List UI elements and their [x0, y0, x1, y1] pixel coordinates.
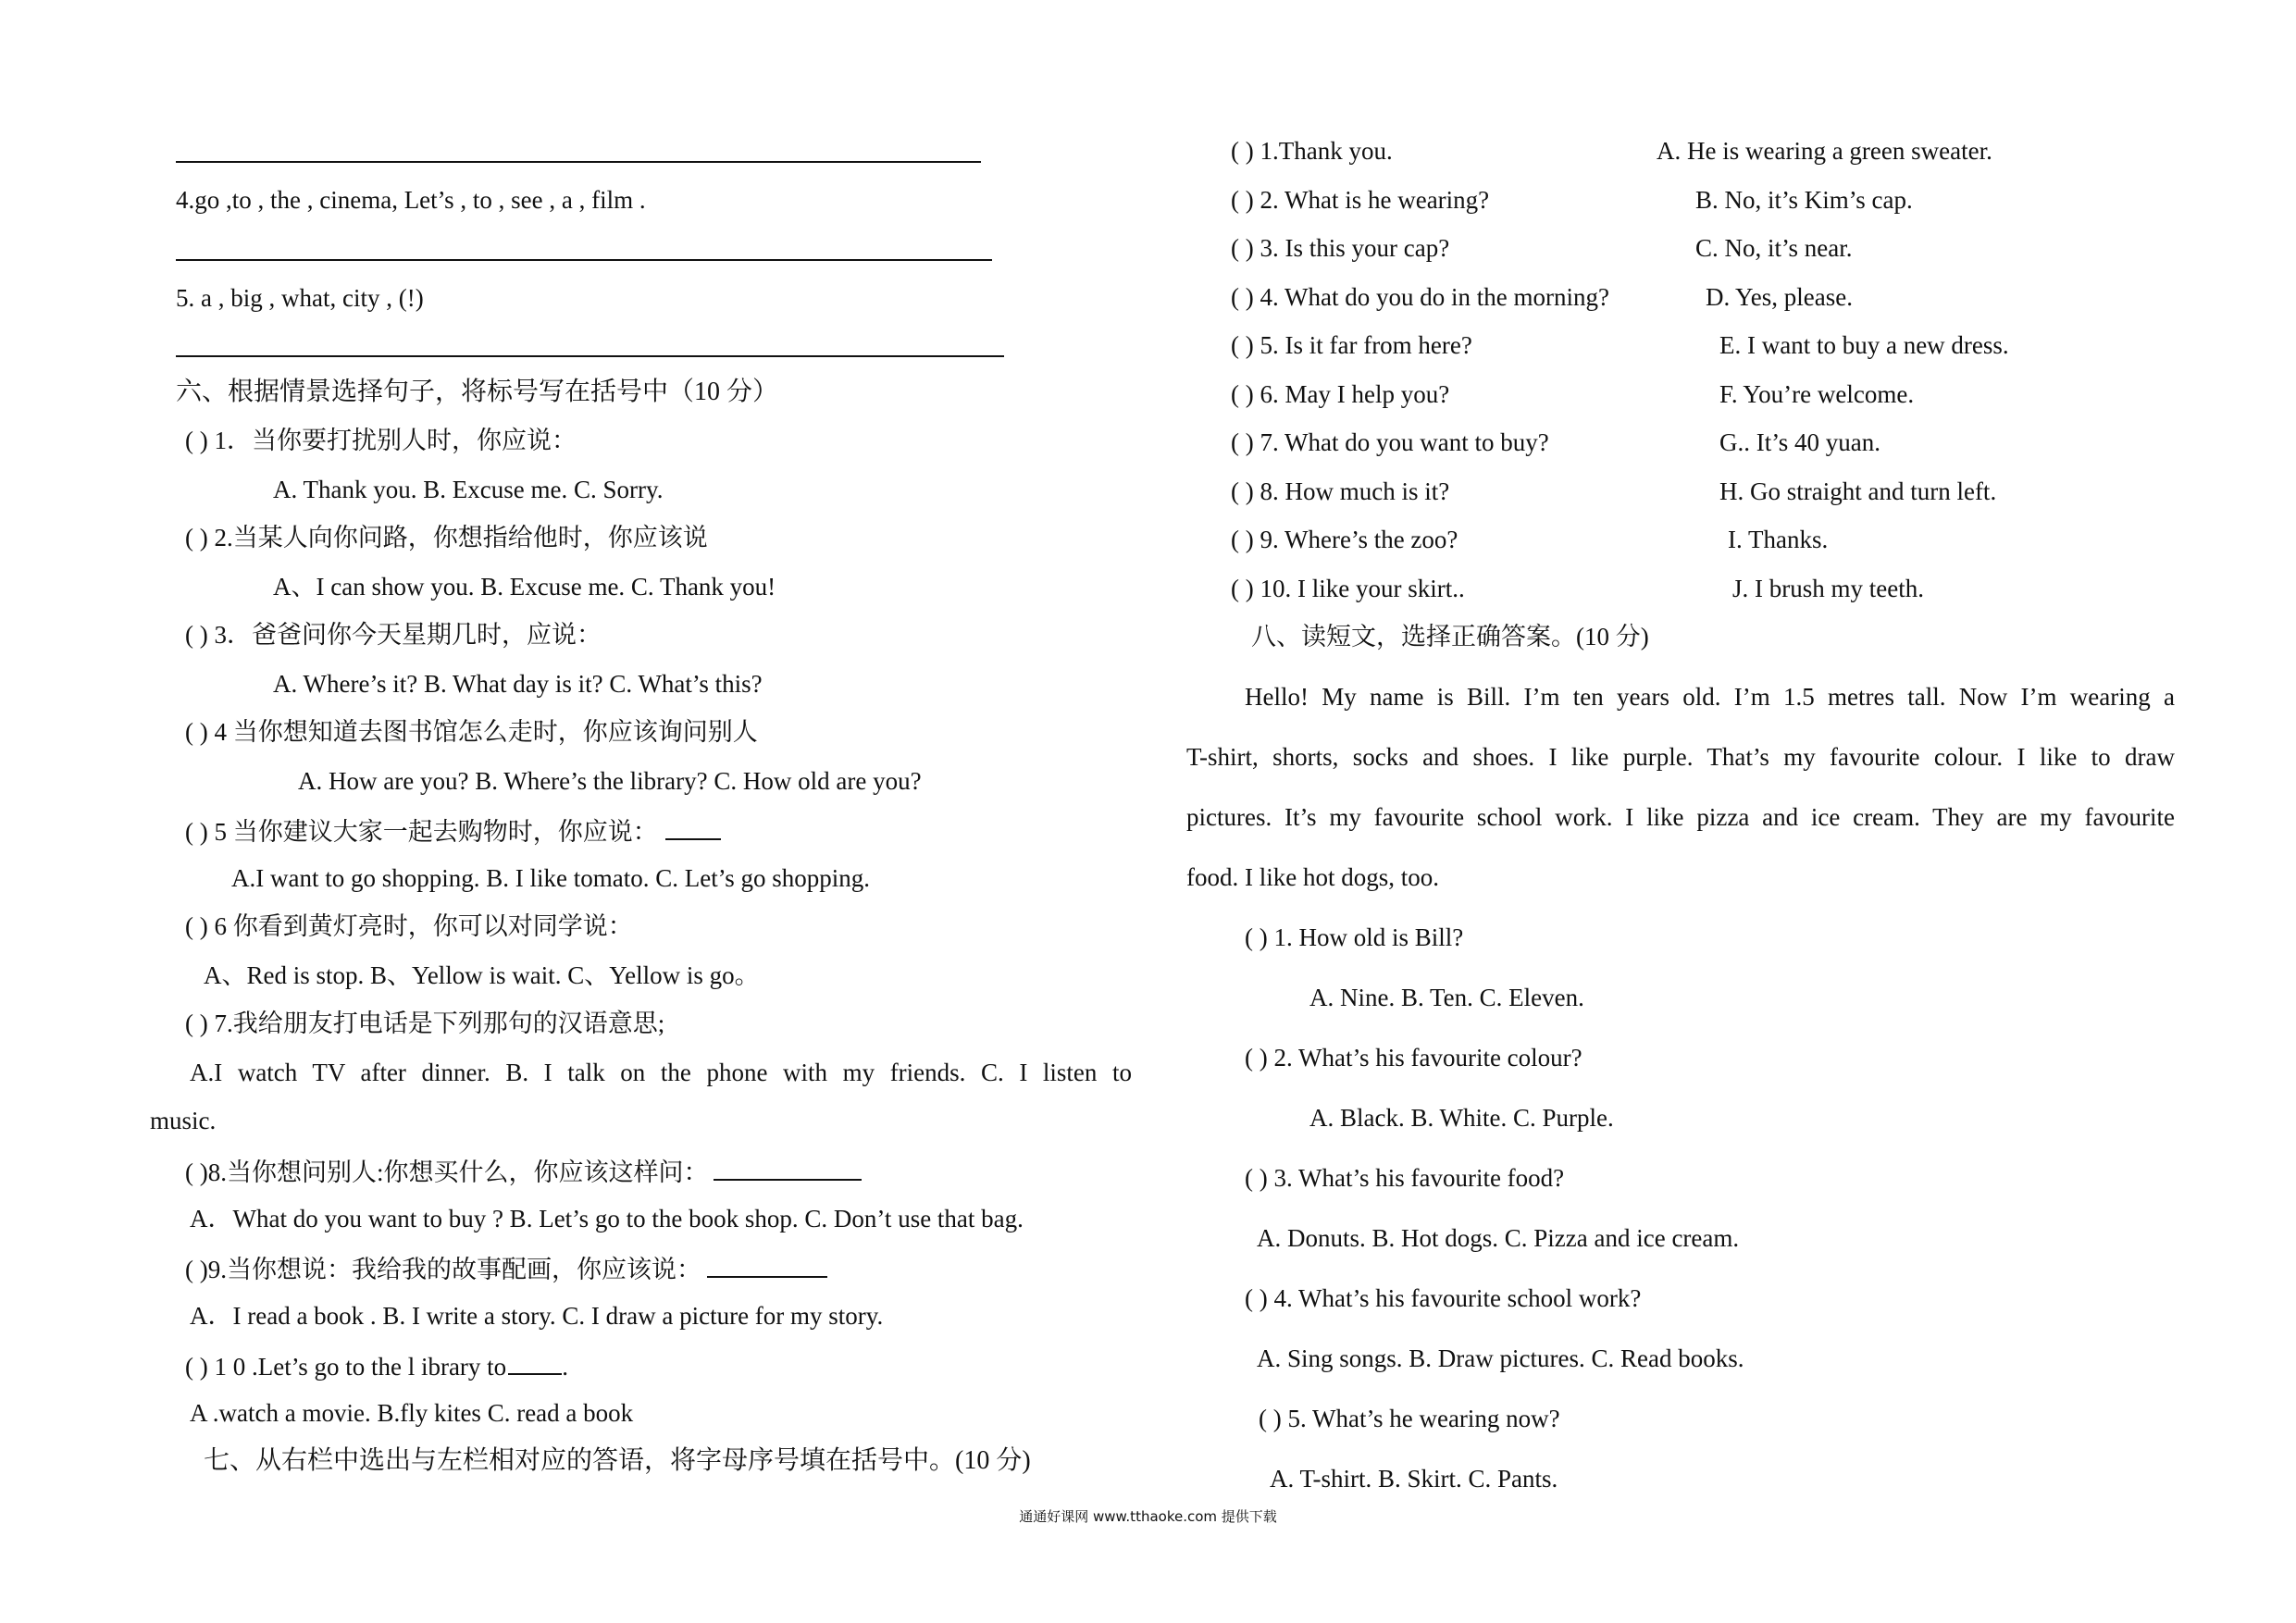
answer-blank[interactable] [665, 814, 721, 840]
page-footer: 通通好课网 www.tthaoke.com 提供下载 [1019, 1508, 1277, 1525]
s7-right-G: G.. It’s 40 yuan. [1719, 428, 1880, 456]
s7-right-I: I. Thanks. [1728, 526, 1829, 553]
s6-q10-text: ( ) 1 0 .Let’s go to the l ibrary to [185, 1353, 507, 1381]
s6-q4: ( ) 4 当你想知道去图书馆怎么走时，你应该询问别人 [185, 718, 758, 746]
s7-left-10: ( ) 10. I like your skirt.. [1231, 575, 1465, 602]
s6-q9-text: ( )9.当你想说：我给我的故事配画，你应该说： [185, 1256, 701, 1283]
s8-q5: ( ) 5. What’s he wearing now? [1259, 1405, 1560, 1432]
section-6-title: 六、根据情景选择句子，将标号写在括号中（10 分） [176, 378, 779, 406]
s6-q5 [185, 814, 721, 847]
s6-q3-options: A. Where’s it? B. What day is it? C. What’s this? [273, 670, 763, 698]
s6-q10: ( ) 1 0 .Let’s go to the l ibrary to . [185, 1349, 568, 1381]
s6-q7: ( ) 7.我给朋友打电话是下列那句的汉语意思; [185, 1010, 665, 1037]
s7-right-A: A. He is wearing a green sweater. [1657, 137, 1992, 165]
s7-left-3: ( ) 3. Is this your cap? [1231, 234, 1450, 262]
s6-q5-text: ( ) 5 当你建议大家一起去购物时，你应说： [185, 818, 658, 846]
section-7-title: 七、从右栏中选出与左栏相对应的答语，将字母序号填在括号中。(10 分) [204, 1446, 1031, 1475]
s6-q6-options: A、Red is stop. B、Yellow is wait. C、Yellow is go。 [204, 961, 760, 989]
s7-right-F: F. You’re welcome. [1719, 380, 1915, 408]
s7-left-1: ( ) 1.Thank you. [1231, 137, 1393, 165]
s7-left-4: ( ) 4. What do you do in the morning? [1231, 283, 1609, 311]
answer-blank[interactable] [714, 1155, 862, 1181]
passage-line-1: Hello! My name is Bill. I’m ten years old. I’m 1.5 metres tall. Now I’m wearing a [1245, 683, 2175, 711]
s6-q8 [185, 1155, 862, 1187]
answer-blank[interactable] [508, 1349, 562, 1375]
passage-line-4: food. I like hot dogs, too. [1186, 863, 1439, 891]
s6-q6: ( ) 6 你看到黄灯亮时，你可以对同学说： [185, 912, 633, 940]
s6-q1-options: A. Thank you. B. Excuse me. C. Sorry. [273, 476, 664, 503]
answer-blank[interactable] [707, 1252, 827, 1278]
s6-q2-options: A、I can show you. B. Excuse me. C. Thank you! [273, 573, 776, 601]
s8-q1: ( ) 1. How old is Bill? [1245, 923, 1464, 951]
s6-q9-options: A．I read a book . B. I write a story. C. I draw a picture for my story. [190, 1302, 884, 1330]
s7-right-J: J. I brush my teeth. [1732, 575, 1924, 602]
s6-q8-options: A．What do you want to buy ? B. Let’s go to the book shop. C. Don’t use that bag. [190, 1205, 1024, 1233]
s8-q4: ( ) 4. What’s his favourite school work? [1245, 1284, 1642, 1312]
s7-right-H: H. Go straight and turn left. [1719, 477, 1997, 505]
s8-q4-options: A. Sing songs. B. Draw pictures. C. Read books. [1257, 1344, 1744, 1372]
s6-q8-text: ( )8.当你想问别人:你想买什么，你应该这样问： [185, 1158, 709, 1186]
s6-q1: ( ) 1．当你要打扰别人时，你应说： [185, 427, 577, 454]
s8-q3-options: A. Donuts. B. Hot dogs. C. Pizza and ice cream. [1257, 1224, 1740, 1252]
s7-right-E: E. I want to buy a new dress. [1719, 331, 2009, 359]
question-5-words: 5. a , big , what, city , (!) [176, 284, 424, 312]
answer-line [176, 355, 1004, 357]
s7-left-9: ( ) 9. Where’s the zoo? [1231, 526, 1458, 553]
s6-q4-options: A. How are you? B. Where’s the library? C. How old are you? [298, 767, 922, 795]
question-4-words: 4.go ,to , the , cinema, Let’s , to , see , a , film . [176, 186, 646, 214]
s6-q9 [185, 1252, 827, 1284]
passage-line-3: pictures. It’s my favourite school work. I like pizza and ice cream. They are my favourite [1186, 803, 2175, 831]
s7-right-B: B. No, it’s Kim’s cap. [1695, 186, 1913, 214]
passage-line-2: T-shirt, shorts, socks and shoes. I like purple. That’s my favourite colour. I like to draw [1186, 743, 2175, 771]
s7-left-6: ( ) 6. May I help you? [1231, 380, 1450, 408]
s6-q7-options: A.I watch TV after dinner. B. I talk on the phone with my friends. C. I listen to [190, 1059, 1132, 1086]
s6-q10-options: A .watch a movie. B.fly kites C. read a book [190, 1399, 634, 1427]
s6-q2: ( ) 2.当某人向你问路，你想指给他时，你应该说 [185, 524, 708, 551]
s7-left-5: ( ) 5. Is it far from here? [1231, 331, 1472, 359]
s7-right-D: D. Yes, please. [1706, 283, 1853, 311]
s8-q5-options: A. T-shirt. B. Skirt. C. Pants. [1270, 1465, 1558, 1493]
section-8-title: 八、读短文，选择正确答案。(10 分) [1251, 623, 1649, 650]
s7-left-2: ( ) 2. What is he wearing? [1231, 186, 1490, 214]
s8-q2-options: A. Black. B. White. C. Purple. [1309, 1104, 1614, 1132]
s6-q7-options-cont: music. [150, 1107, 217, 1134]
s8-q2: ( ) 2. What’s his favourite colour? [1245, 1044, 1582, 1072]
s7-left-8: ( ) 8. How much is it? [1231, 477, 1450, 505]
s7-right-C: C. No, it’s near. [1695, 234, 1853, 262]
s8-q1-options: A. Nine. B. Ten. C. Eleven. [1309, 984, 1584, 1011]
answer-line [176, 161, 981, 163]
s8-q3: ( ) 3. What’s his favourite food? [1245, 1164, 1565, 1192]
answer-line [176, 259, 992, 261]
s6-q3: ( ) 3．爸爸问你今天星期几时，应说： [185, 621, 602, 649]
s7-left-7: ( ) 7. What do you want to buy? [1231, 428, 1549, 456]
s6-q5-options: A.I want to go shopping. B. I like tomato. C. Let’s go shopping. [231, 864, 870, 892]
